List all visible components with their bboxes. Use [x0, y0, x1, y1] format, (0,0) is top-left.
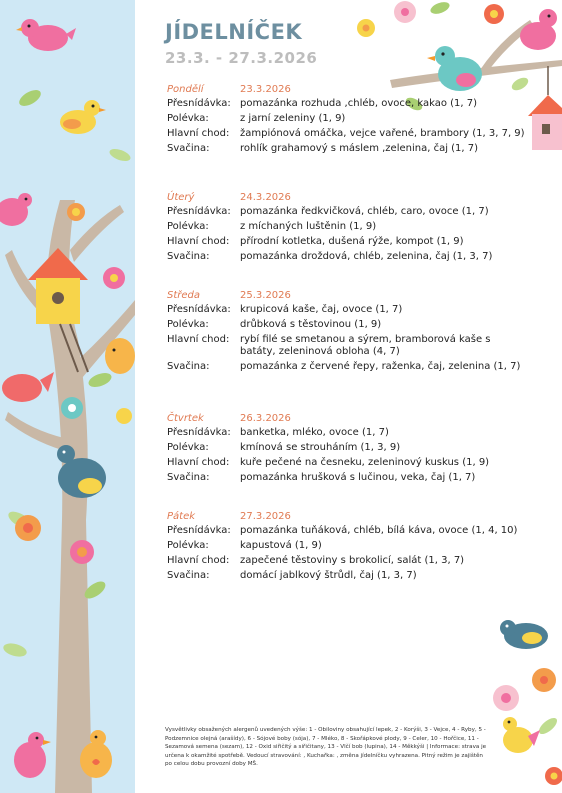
- day-section-friday: [167, 511, 527, 585]
- meal-row: [167, 236, 527, 248]
- day-name: Pondělí: [167, 84, 204, 95]
- day-section-monday: [167, 84, 527, 158]
- flower-icon: [103, 267, 125, 289]
- meal-label: Polévka:: [167, 540, 209, 551]
- flower-icon: [484, 4, 504, 24]
- meal-row: [167, 128, 527, 140]
- meal-text: krupicová kaše, čaj, ovoce (1, 7): [240, 304, 403, 315]
- meal-row: [167, 361, 527, 373]
- pink-bird-icon: [14, 732, 51, 778]
- flower-icon: [15, 515, 41, 541]
- meal-row: [167, 143, 527, 155]
- meal-text: přírodní kotletka, dušená rýže, kompot (1, 9): [240, 236, 464, 247]
- flower-icon: [67, 203, 85, 221]
- meal-label: Hlavní chod:: [167, 334, 230, 345]
- flower-icon: [116, 408, 132, 424]
- left-decor-strip: [0, 0, 135, 793]
- allergen-footnote: Vysvětlivky obsažených alergenů uvedených výše: 1 - Obiloviny obsahující lepek, 2 - Korýši, 3 - Vejce, 4 - Ryby, 5 - Podzemnice olejná (arašídy), 6 - Sójové boby (sója), 7 - Mléko, 8 - Skořápkové plody, 9 - Celer, 10 - Hořčice, 11 - Sezamová semena (sezam), 12 - Oxid siřičitý a siřičitany, 13 - Vlčí bob (lupina), 14 - Měkkýši | Informace: strava je určena k okamžité spotřebě. Vedoucí stravování: , Kuchařka: , změna jídelníčku vyhrazena. Pitný režim je zajištěn po celou dobu provozní doby MŠ.: [165, 727, 487, 768]
- meal-text: z míchaných luštěnin (1, 9): [240, 221, 377, 232]
- meal-row: [167, 98, 527, 110]
- flower-icon: [70, 540, 94, 564]
- day-heading: [167, 290, 527, 304]
- pink-bird-icon: [16, 19, 76, 51]
- meal-text: pomazánka z červené řepy, raženka, čaj, zelenina (1, 7): [240, 361, 521, 372]
- meal-label: Polévka:: [167, 113, 209, 124]
- meal-text: pomazánka tuňáková, chléb, bílá káva, ovoce (1, 4, 10): [240, 525, 518, 536]
- day-section-tuesday: [167, 192, 527, 266]
- meal-text: z jarní zeleniny (1, 9): [240, 113, 346, 124]
- pink-bird-icon: [2, 372, 54, 402]
- meal-text: pomazánka droždová, chléb, zelenina, čaj (1, 3, 7): [240, 251, 493, 262]
- flower-icon: [532, 668, 556, 692]
- meal-text: rybí filé se smetanou a sýrem, bramborová kaše s batáty, zeleninová obloha (4, 7): [240, 334, 491, 357]
- date-range: 23.3. - 27.3.2026: [165, 49, 318, 67]
- flower-icon: [394, 1, 416, 23]
- meal-label: Hlavní chod:: [167, 555, 230, 566]
- meal-label: Přesnídávka:: [167, 206, 231, 217]
- pink-bird-icon: [0, 193, 32, 226]
- day-heading: [167, 192, 527, 206]
- day-heading: [167, 84, 527, 98]
- meal-label: Svačina:: [167, 472, 210, 483]
- meal-text: žampiónová omáčka, vejce vařené, brambory (1, 3, 7, 9): [240, 128, 525, 139]
- meal-row: [167, 525, 527, 537]
- meal-row: [167, 442, 527, 454]
- meal-row: [167, 570, 527, 582]
- meal-text: kmínová se strouháním (1, 3, 9): [240, 442, 401, 453]
- meal-text: drůbková s těstovinou (1, 9): [240, 319, 382, 330]
- meal-text: kuře pečené na česneku, zeleninový kuskus (1, 9): [240, 457, 490, 468]
- meal-row: [167, 540, 527, 552]
- meal-text: zapečené těstoviny s brokolicí, salát (1, 3, 7): [240, 555, 465, 566]
- birdhouse-icon: [528, 66, 562, 150]
- meal-label: Hlavní chod:: [167, 457, 230, 468]
- day-date: 23.3.2026: [240, 84, 291, 95]
- meal-row: [167, 319, 527, 331]
- day-name: Úterý: [167, 192, 195, 203]
- meal-row: [167, 457, 527, 469]
- flower-icon: [545, 767, 562, 785]
- blue-bird-icon: [500, 620, 548, 649]
- meal-row: [167, 304, 527, 316]
- meal-label: Polévka:: [167, 319, 209, 330]
- meal-text: banketka, mléko, ovoce (1, 7): [240, 427, 389, 438]
- page-title: JÍDELNÍČEK: [165, 20, 303, 44]
- meal-label: Polévka:: [167, 442, 209, 453]
- meal-label: Hlavní chod:: [167, 128, 230, 139]
- day-date: 24.3.2026: [240, 192, 291, 203]
- day-section-wednesday: [167, 290, 527, 376]
- meal-text: pomazánka rozhuda ,chléb, ovoce, kakao (1, 7): [240, 98, 478, 109]
- meal-label: Přesnídávka:: [167, 427, 231, 438]
- meal-row: [167, 334, 527, 358]
- day-date: 27.3.2026: [240, 511, 291, 522]
- yellow-bird-icon: [503, 717, 540, 753]
- flower-icon: [61, 397, 83, 419]
- meal-label: Svačina:: [167, 570, 210, 581]
- meal-row: [167, 206, 527, 218]
- meal-row: [167, 221, 527, 233]
- day-name: Čtvrtek: [167, 413, 204, 424]
- meal-row: [167, 251, 527, 263]
- day-heading: [167, 511, 527, 525]
- meal-label: Polévka:: [167, 221, 209, 232]
- meal-text: rohlík grahamový s máslem ,zelenina, čaj (1, 7): [240, 143, 479, 154]
- pink-bird-icon: [520, 9, 557, 50]
- flower-icon: [493, 685, 519, 711]
- yellow-bird-icon: [60, 100, 106, 134]
- meal-label: Svačina:: [167, 251, 210, 262]
- meal-label: Přesnídávka:: [167, 525, 231, 536]
- meal-row: [167, 555, 527, 567]
- day-name: Pátek: [167, 511, 196, 522]
- day-section-thursday: [167, 413, 527, 487]
- meal-label: Svačina:: [167, 361, 210, 372]
- day-date: 26.3.2026: [240, 413, 291, 424]
- day-heading: [167, 413, 527, 427]
- tree-illustration: [0, 0, 135, 793]
- yellow-bird-icon: [105, 338, 135, 374]
- meal-row: [167, 113, 527, 125]
- meal-label: Přesnídávka:: [167, 304, 231, 315]
- day-date: 25.3.2026: [240, 290, 291, 301]
- meal-row: [167, 472, 527, 484]
- meal-text: domácí jablkový štrůdl, čaj (1, 3, 7): [240, 570, 417, 581]
- day-name: Středa: [167, 290, 201, 301]
- flower-icon: [357, 19, 375, 37]
- meal-text: pomazánka hrušková s lučinou, veka, čaj (1, 7): [240, 472, 476, 483]
- meal-text: pomazánka ředkvičková, chléb, caro, ovoce (1, 7): [240, 206, 489, 217]
- meal-text: kapustová (1, 9): [240, 540, 322, 551]
- meal-row: [167, 427, 527, 439]
- meal-label: Svačina:: [167, 143, 210, 154]
- meal-label: Přesnídávka:: [167, 98, 231, 109]
- meal-label: Hlavní chod:: [167, 236, 230, 247]
